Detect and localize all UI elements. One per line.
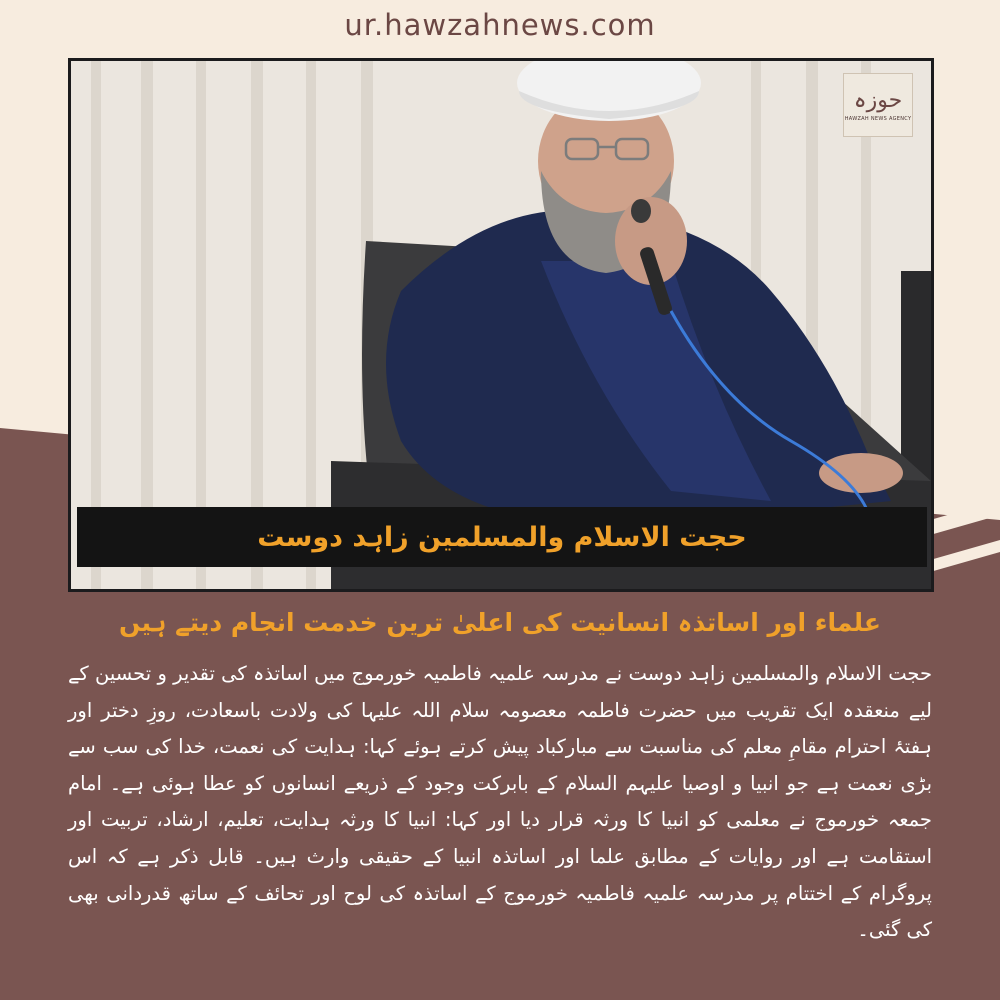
article-headline: علماء اور اساتذہ انسانیت کی اعلیٰ ترین خدمت انجام دیتے ہیں — [119, 608, 881, 637]
site-url: ur.hawzahnews.com — [344, 8, 656, 42]
logo-glyph: حوزہ — [853, 87, 903, 113]
photo-frame — [68, 58, 934, 592]
name-caption-bar — [77, 507, 927, 567]
speaker-name: حجت الاسلام والمسلمین زاہد دوست — [257, 521, 747, 553]
article-body: حجت الاسلام والمسلمین زاہد دوست نے مدرسہ علمیہ فاطمیہ خورموج میں اساتذہ کی تقدیر و تحسین کے لیے منعقدہ ایک تقریب میں حضرت فاطمہ معصومہ سلام اللہ علیہا کی ولادت باسعادت، روزِ دختر اور ہفتۂ احترام مقامِ معلم کی مناسبت سے مبارکباد پیش کرتے ہوئے کہا: ہدایت کی نعمت، خدا کی سب سے بڑی نعمت ہے جو انبیا و اوصیا علیہم السلام کے بابرکت وجود کے ذریعے انسانوں کو عطا ہوئی ہے۔ امام جمعہ خورموج نے معلمی کو انبیا کا ورثہ قرار دیا اور کہا: انبیا کا ورثہ ہدایت، تعلیم، ارشاد، تربیت اور استقامت ہے اور روایات کے مطابق علما اور اساتذہ انبیا کے حقیقی وارث ہیں۔ قابل ذکر ہے کہ اس پروگرام کے اختتام پر مدرسہ علمیہ فاطمیہ خورموج کے اساتذہ کی لوح اور تحائف کے ساتھ قدردانی بھی کی گئی۔ — [68, 662, 932, 942]
agency-logo — [843, 73, 913, 137]
logo-caption: HAWZAH NEWS AGENCY — [844, 115, 912, 122]
